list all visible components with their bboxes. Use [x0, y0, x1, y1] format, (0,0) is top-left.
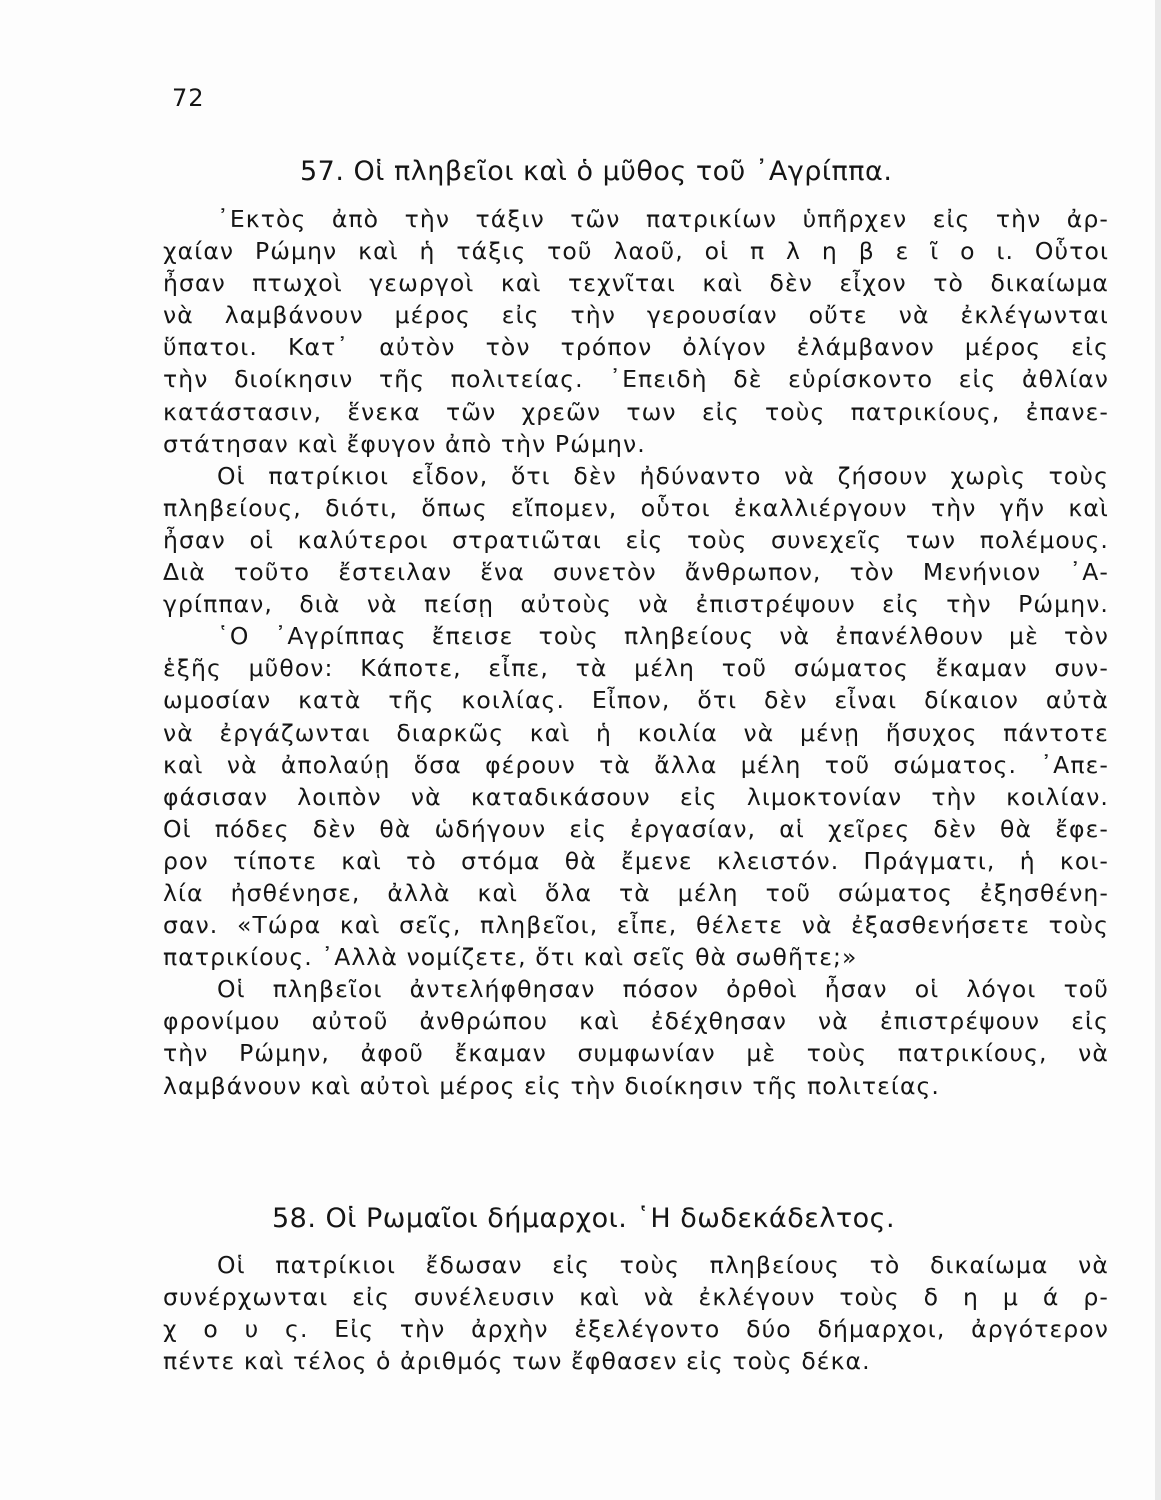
text-line: συνέρχωνται εἰς συνέλευσιν καὶ νὰ ἐκλέγουν τοὺς δ η μ ά ρ- — [163, 1283, 1109, 1312]
text-line: τὴν διοίκησιν τῆς πολιτείας. ᾿Επειδὴ δὲ εὑρίσκοντο εἰς ἀθλίαν — [163, 365, 1109, 394]
text-line: φάσισαν λοιπὸν νὰ καταδικάσουν εἰς λιμοκτονίαν τὴν κοιλίαν. — [163, 782, 1109, 811]
text-line: Οἱ πληβεῖοι ἀντελήφθησαν πόσον ὀρθοὶ ἦσαν οἱ λόγοι τοῦ — [217, 975, 1109, 1004]
text-line: Οἱ πατρίκιοι εἶδον, ὅτι δὲν ἠδύναντο νὰ ζήσουν χωρὶς τοὺς — [217, 461, 1109, 490]
text-line: σαν. «Τώρα καὶ σεῖς, πληβεῖοι, εἶπε, θέλετε νὰ ἐξασθενήσετε τοὺς — [163, 911, 1109, 940]
text-line: νὰ ἐργάζωνται διαρκῶς καὶ ἡ κοιλία νὰ μένῃ ἥσυχος πάντοτε — [163, 718, 1109, 747]
text-line: στάτησαν καὶ ἔφυγον ἀπὸ τὴν Ρώμην. — [163, 429, 646, 458]
text-line: κατάστασιν, ἕνεκα τῶν χρεῶν των εἰς τοὺς πατρικίους, ἐπανε- — [163, 397, 1109, 426]
text-line: πατρικίους. ᾿Αλλὰ νομίζετε, ὅτι καὶ σεῖς θὰ σωθῆτε;» — [163, 943, 858, 972]
text-line: ἑξῆς μῦθον: Κάποτε, εἶπε, τὰ μέλη τοῦ σώματος ἔκαμαν συν- — [163, 654, 1109, 683]
text-line: νὰ λαμβάνουν μέρος εἰς τὴν γερουσίαν οὔτε νὰ ἐκλέγωνται — [163, 301, 1109, 330]
text-line: λαμβάνουν καὶ αὐτοὶ μέρος εἰς τὴν διοίκησιν τῆς πολιτείας. — [163, 1071, 940, 1100]
text-line: λία ἠσθένησε, ἀλλὰ καὶ ὅλα τὰ μέλη τοῦ σώματος ἐξησθένη- — [163, 878, 1109, 907]
text-line: ρον τίποτε καὶ τὸ στόμα θὰ ἔμενε κλειστόν. Πράγματι, ἡ κοι- — [163, 846, 1109, 875]
text-line: καὶ νὰ ἀπολαύῃ ὅσα φέρουν τὰ ἄλλα μέλη τοῦ σώματος. ᾿Απε- — [163, 750, 1109, 779]
text-line: ωμοσίαν κατὰ τῆς κοιλίας. Εἶπον, ὅτι δὲν εἶναι δίκαιον αὐτὰ — [163, 686, 1109, 715]
text-line: φρονίμου αὐτοῦ ἀνθρώπου καὶ ἐδέχθησαν νὰ ἐπιστρέψουν εἰς — [163, 1007, 1109, 1036]
page-number: 72 — [172, 84, 205, 112]
text-line: ᾿Εκτὸς ἀπὸ τὴν τάξιν τῶν πατρικίων ὑπῆρχεν εἰς τὴν ἀρ- — [217, 205, 1109, 233]
text-line: Διὰ τοῦτο ἔστειλαν ἕνα συνετὸν ἄνθρωπον, τὸν Μενήνιον ᾿Α- — [163, 558, 1109, 587]
section-57-title: 57. Οἱ πληβεῖοι καὶ ὁ μῦθος τοῦ ᾿Αγρίππα. — [300, 156, 893, 187]
text-line: Οἱ πατρίκιοι ἔδωσαν εἰς τοὺς πληβείους τὸ δικαίωμα νὰ — [217, 1251, 1109, 1279]
section-58-title: 58. Οἱ Ρωμαῖοι δήμαρχοι. ῾Η δωδεκάδελτος. — [272, 1203, 896, 1234]
text-line: τὴν Ρώμην, ἀφοῦ ἔκαμαν συμφωνίαν μὲ τοὺς πατρικίους, νὰ — [163, 1039, 1109, 1068]
text-line: γρίππαν, διὰ νὰ πείσῃ αὐτοὺς νὰ ἐπιστρέψουν εἰς τὴν Ρώμην. — [163, 590, 1109, 619]
text-line: χ ο υ ς. Εἰς τὴν ἀρχὴν ἐξελέγοντο δύο δήμαρχοι, ἀργότερον — [163, 1315, 1109, 1344]
text-line: ἦσαν οἱ καλύτεροι στρατιῶται εἰς τοὺς συνεχεῖς των πολέμους. — [163, 525, 1109, 554]
text-line: ἦσαν πτωχοὶ γεωργοὶ καὶ τεχνῖται καὶ δὲν εἶχον τὸ δικαίωμα — [163, 269, 1109, 298]
text-line: ῾Ο ᾿Αγρίππας ἔπεισε τοὺς πληβείους νὰ ἐπανέλθουν μὲ τὸν — [217, 622, 1109, 651]
page-edge-shadow — [1155, 0, 1161, 1500]
text-line: χαίαν Ρώμην καὶ ἡ τάξις τοῦ λαοῦ, οἱ π λ η β ε ῖ ο ι. Οὗτοι — [163, 237, 1109, 266]
section-58-body — [163, 1249, 1109, 1377]
section-57-body — [163, 203, 1109, 1102]
text-line: ὕπατοι. Κατ᾿ αὐτὸν τὸν τρόπον ὀλίγον ἐλάμβανον μέρος εἰς — [163, 333, 1109, 362]
text-line: πληβείους, διότι, ὅπως εἴπομεν, οὗτοι ἐκαλλιέργουν τὴν γῆν καὶ — [163, 493, 1109, 522]
text-line: πέντε καὶ τέλος ὁ ἀριθμός των ἔφθασεν εἰς τοὺς δέκα. — [163, 1347, 871, 1376]
text-line: Οἱ πόδες δὲν θὰ ὡδήγουν εἰς ἐργασίαν, αἱ χεῖρες δὲν θὰ ἔφε- — [163, 814, 1109, 843]
